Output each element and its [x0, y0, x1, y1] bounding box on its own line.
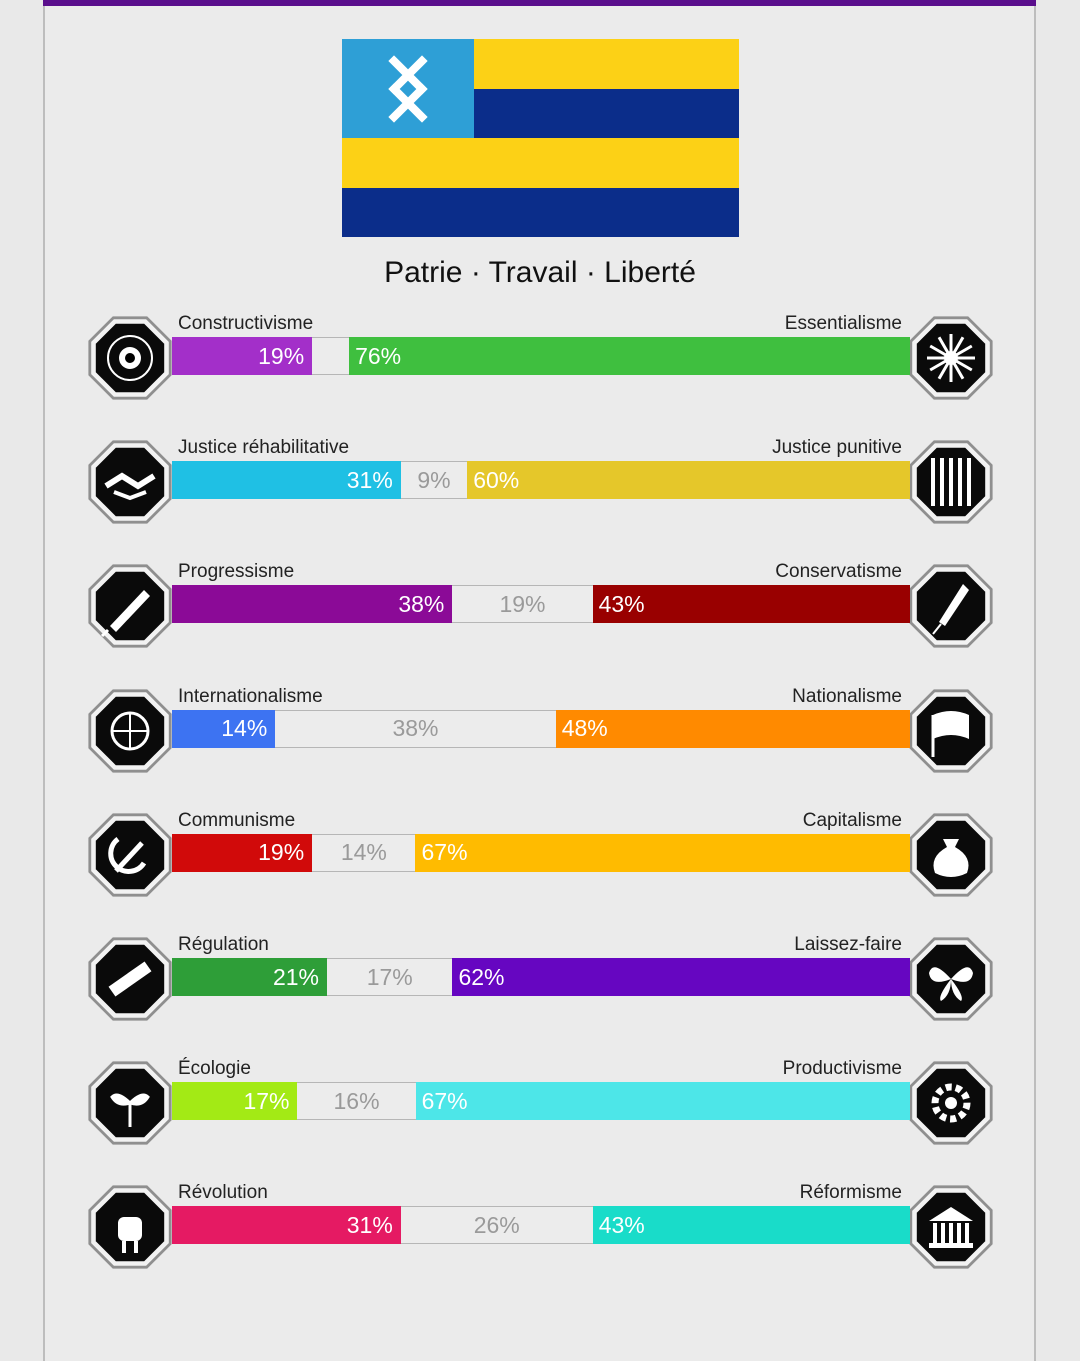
center-segment: 16%: [297, 1082, 415, 1120]
center-segment: 38%: [275, 710, 555, 748]
right-label: Productivisme: [782, 1058, 902, 1080]
right-segment: 43%: [593, 1206, 910, 1244]
globe-icon: [84, 685, 176, 777]
left-label: Écologie: [178, 1058, 251, 1080]
rocket-icon: [84, 560, 176, 652]
right-segment: 60%: [467, 461, 910, 499]
axis-bar: [172, 461, 910, 499]
right-segment: 43%: [593, 585, 910, 623]
quill-icon: [905, 560, 997, 652]
axis-bar: [172, 1082, 910, 1120]
left-segment: 31%: [172, 1206, 401, 1244]
right-label: Essentialisme: [784, 313, 902, 334]
right-label: Capitalisme: [802, 809, 902, 831]
axis-bar: [172, 585, 910, 623]
sprout-icon: [84, 1057, 176, 1149]
hammer-sickle-icon: [84, 809, 176, 901]
axis-bar: [172, 834, 910, 872]
right-segment: 67%: [416, 1082, 910, 1120]
center-segment: 14%: [312, 834, 415, 872]
right-label: Nationalisme: [792, 685, 902, 707]
handshake-icon: [84, 436, 176, 528]
center-segment: 17%: [327, 958, 452, 996]
right-label: Réformisme: [799, 1182, 902, 1204]
right-label: Conservatisme: [775, 561, 902, 583]
money-bag-icon: [905, 809, 997, 901]
center-segment: 26%: [401, 1206, 593, 1244]
axis-bar: [172, 1206, 910, 1244]
eye-icon: [84, 312, 176, 404]
prison-bars-icon: [905, 436, 997, 528]
axis-row: [0, 809, 1080, 922]
left-segment: 17%: [172, 1082, 297, 1120]
axis-row: [0, 315, 1080, 425]
left-label: Révolution: [178, 1182, 268, 1204]
axis-bar: [172, 710, 910, 748]
axis-row: [0, 936, 1080, 1046]
left-segment: 19%: [172, 337, 312, 375]
ruler-icon: [84, 933, 176, 1025]
left-label: Justice réhabilitative: [178, 437, 350, 459]
right-segment: 76%: [349, 337, 910, 375]
parliament-icon: [905, 1181, 997, 1273]
axis-bar: [172, 337, 910, 375]
left-label: Constructivisme: [178, 313, 314, 334]
axis-row: [0, 1060, 1080, 1170]
left-label: Progressisme: [178, 561, 295, 583]
right-segment: 48%: [556, 710, 910, 748]
left-segment: 14%: [172, 710, 275, 748]
flag-image: [342, 39, 739, 237]
right-segment: 62%: [452, 958, 910, 996]
axis-row: [0, 563, 1080, 673]
axis-row: [0, 685, 1080, 798]
flag-icon: [905, 685, 997, 777]
center-segment: 19%: [452, 585, 592, 623]
left-label: Régulation: [178, 934, 269, 955]
right-label: Justice punitive: [772, 437, 902, 459]
axis-row: [0, 1184, 1080, 1294]
center-segment: 9%: [401, 461, 467, 499]
left-segment: 38%: [172, 585, 452, 623]
right-segment: 67%: [415, 834, 910, 872]
top-accent-bar: [43, 0, 1036, 6]
axis-bar: [172, 958, 910, 996]
left-label: Internationalisme: [178, 685, 323, 707]
left-segment: 31%: [172, 461, 401, 499]
motto-text: Patrie · Travail · Liberté: [384, 256, 696, 289]
left-segment: 19%: [172, 834, 312, 872]
right-label: Laissez-faire: [794, 934, 902, 955]
gear-icon: [905, 1057, 997, 1149]
axis-row: [0, 439, 1080, 549]
flower-icon: [905, 312, 997, 404]
left-segment: 21%: [172, 958, 327, 996]
butterfly-icon: [905, 933, 997, 1025]
fist-icon: [84, 1181, 176, 1273]
center-segment: [312, 337, 349, 375]
left-label: Communisme: [178, 809, 296, 831]
